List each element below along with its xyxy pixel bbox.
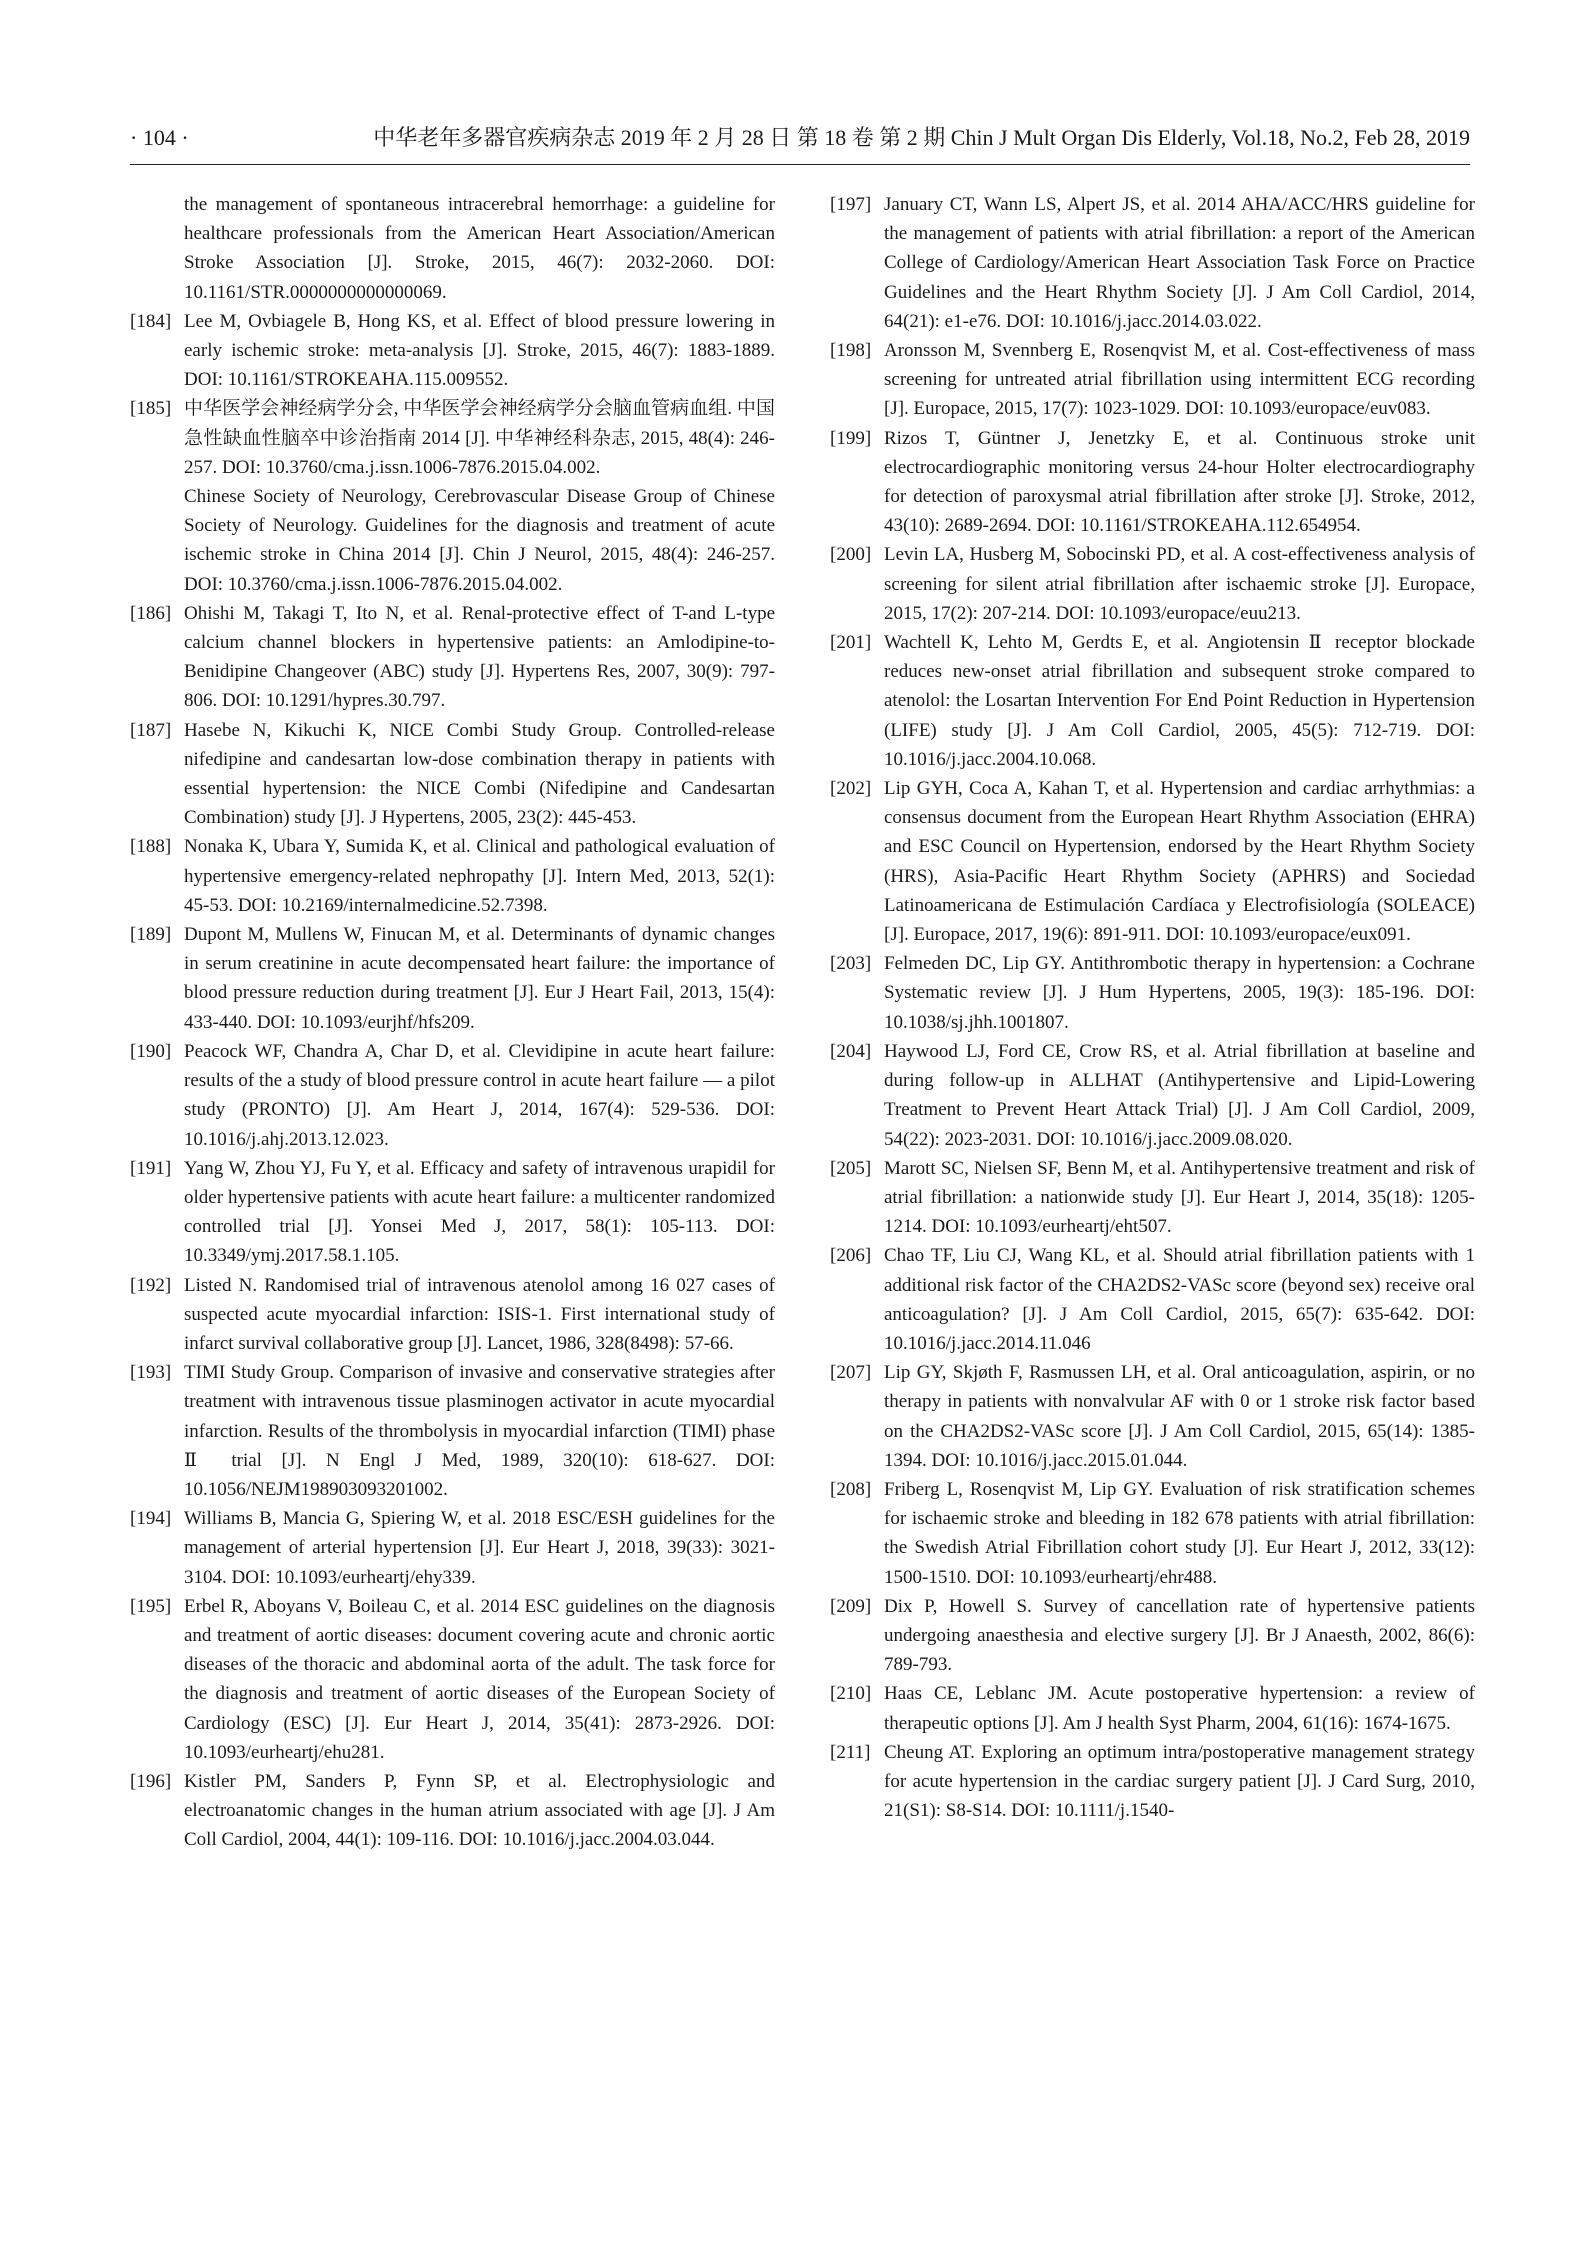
reference-number: [208] — [830, 1478, 872, 1500]
reference-item — [130, 307, 775, 395]
reference-text: Levin LA, Husberg M, Sobocinski PD, et al. A cost-effectiveness analysis of screening for silent atrial fibrillation after ischaemic stroke [J]. Europace, 2015, 17(2): 207-214. DOI: 10.1093/europace/euu213. — [884, 544, 1475, 624]
reference-text: the management of spontaneous intracerebral hemorrhage: a guideline for healthcare professionals from the American Heart Association/American Stroke Association [J]. Stroke, 2015, 46(7): 2032-2060. DOI: 10.1161/STR.0000000000000069. — [184, 194, 775, 303]
reference-number: [206] — [830, 1245, 872, 1267]
reference-text: 中华医学会神经病学分会, 中华医学会神经病学分会脑血管病血组. 中国急性缺血性脑卒中诊治指南 2014 [J]. 中华神经科杂志, 2015, 48(4): 246-257. DOI: 10.3760/cma.j.issn.1006-7876.2015.04.002. — [184, 398, 775, 478]
reference-number: [196] — [130, 1770, 172, 1792]
reference-text: Hasebe N, Kikuchi K, NICE Combi Study Group. Controlled-release nifedipine and candesartan low-dose combination therapy in patients with essential hypertension: the NICE Combi (Nifedipine and Candesartan Combination) study [J]. J Hypertens, 2005, 23(2): 445-453. — [184, 719, 775, 829]
reference-item — [130, 394, 775, 482]
reference-item — [130, 599, 775, 716]
reference-item — [130, 1037, 775, 1154]
reference-number: [190] — [130, 1040, 172, 1062]
reference-text: January CT, Wann LS, Alpert JS, et al. 2014 AHA/ACC/HRS guideline for the management of patients with atrial fibrillation: a report of the American College of Cardiology/American Heart Association Task Force on Practice Guidelines and the Heart Rhythm Society [J]. J Am Coll Cardiol, 2014, 64(21): e1-e76. DOI: 10.1016/j.jacc.2014.03.022. — [884, 194, 1475, 332]
reference-text: Friberg L, Rosenqvist M, Lip GY. Evaluation of risk stratification schemes for ischaemic stroke and bleeding in 182 678 patients with atrial fibrillation: the Swedish Atrial Fibrillation cohort study [J]. Eur Heart J, 2012, 33(12): 1500-1510. DOI: 10.1093/eurheartj/ehr488. — [884, 1478, 1475, 1588]
reference-text: Wachtell K, Lehto M, Gerdts E, et al. Angiotensin Ⅱ receptor blockade reduces new-onset atrial fibrillation and subsequent stroke compared to atenolol: the Losartan Intervention For End Point Reduction in Hypertension (LIFE) study [J]. J Am Coll Cardiol, 2005, 45(5): 712-719. DOI: 10.1016/j.jacc.2004.10.068. — [884, 632, 1475, 770]
reference-number: [193] — [130, 1362, 172, 1384]
reference-text: Kistler PM, Sanders P, Fynn SP, et al. Electrophysiologic and electroanatomic changes in the human atrium associated with age [J]. J Am Coll Cardiol, 2004, 44(1): 109-116. DOI: 10.1016/j.jacc.2004.03.044. — [184, 1770, 775, 1851]
reference-text: Yang W, Zhou YJ, Fu Y, et al. Efficacy and safety of intravenous urapidil for older hypertensive patients with acute heart failure: a multicenter randomized controlled trial [J]. Yonsei Med J, 2017, 58(1): 105-113. DOI: 10.3349/ymj.2017.58.1.105. — [184, 1157, 775, 1267]
reference-text: TIMI Study Group. Comparison of invasive and conservative strategies after treatment with intravenous tissue plasminogen activator in acute myocardial infarction. Results of the thrombolysis in myocardial infarction (TIMI) phase Ⅱ trial [J]. N Engl J Med, 1989, 320(10): 618-627. DOI: 10.1056/NEJM198903093201002. — [184, 1362, 775, 1500]
reference-text: Nonaka K, Ubara Y, Sumida K, et al. Clinical and pathological evaluation of hypertensive emergency-related nephropathy [J]. Intern Med, 2013, 52(1): 45-53. DOI: 10.2169/internalmedicine.52.7398. — [184, 836, 775, 916]
reference-text: Dupont M, Mullens W, Finucan M, et al. Determinants of dynamic changes in serum creatinine in acute decompensated heart failure: the importance of blood pressure reduction during treatment [J]. Eur J Heart Fail, 2013, 15(4): 433-440. DOI: 10.1093/eurjhf/hfs209. — [184, 924, 775, 1033]
reference-number: [195] — [130, 1595, 172, 1617]
reference-text: Williams B, Mancia G, Spiering W, et al. 2018 ESC/ESH guidelines for the management of arterial hypertension [J]. Eur Heart J, 2018, 39(33): 3021-3104. DOI: 10.1093/eurheartj/ehy339. — [184, 1508, 775, 1588]
reference-text: Dix P, Howell S. Survey of cancellation rate of hypertensive patients undergoing anaesthesia and elective surgery [J]. Br J Anaesth, 2002, 86(6): 789-793. — [884, 1595, 1475, 1676]
reference-number: [191] — [130, 1157, 172, 1179]
reference-item — [830, 1154, 1475, 1242]
reference-number: [186] — [130, 602, 172, 624]
reference-text: Marott SC, Nielsen SF, Benn M, et al. Antihypertensive treatment and risk of atrial fibrillation: a nationwide study [J]. Eur Heart J, 2014, 35(18): 1205-1214. DOI: 10.1093/eurheartj/eht507. — [884, 1157, 1475, 1238]
reference-number: [198] — [830, 340, 872, 362]
reference-item — [130, 1271, 775, 1359]
reference-item — [830, 1475, 1475, 1592]
reference-item — [830, 774, 1475, 949]
reference-item — [830, 424, 1475, 541]
reference-number: [194] — [130, 1508, 172, 1530]
reference-text: Peacock WF, Chandra A, Char D, et al. Clevidipine in acute heart failure: results of the a study of blood pressure control in acute heart failure — a pilot study (PRONTO) [J]. Am Heart J, 2014, 167(4): 529-536. DOI: 10.1016/j.ahj.2013.12.023. — [184, 1040, 775, 1150]
reference-number: [205] — [830, 1157, 872, 1179]
reference-text: Lip GY, Skjøth F, Rasmussen LH, et al. Oral anticoagulation, aspirin, or no therapy in patients with nonvalvular AF with 0 or 1 stroke risk factor based on the CHA2DS2-VASc score [J]. J Am Coll Cardiol, 2015, 65(14): 1385-1394. DOI: 10.1016/j.jacc.2015.01.044. — [884, 1362, 1475, 1471]
page-number: · 104 · — [130, 125, 189, 150]
reference-item — [130, 1592, 775, 1767]
reference-item — [130, 716, 775, 833]
reference-item — [130, 832, 775, 920]
reference-number: [188] — [130, 836, 172, 858]
reference-text: Ohishi M, Takagi T, Ito N, et al. Renal-protective effect of T-and L-type calcium channel blockers in hypertensive patients: an Amlodipine-to-Benidipine Changeover (ABC) study [J]. Hypertens Res, 2007, 30(9): 797-806. DOI: 10.1291/hypres.30.797. — [184, 602, 775, 712]
journal-header: 中华老年多器官疾病杂志 2019 年 2 月 28 日 第 18 卷 第 2 期 Chin J Mult Organ Dis Elderly, Vol.18, No.2, Feb 28, 2019 — [373, 125, 1470, 150]
reference-number: [185] — [130, 398, 172, 420]
reference-number: [210] — [830, 1683, 872, 1705]
reference-item — [830, 540, 1475, 628]
reference-text: Chao TF, Liu CJ, Wang KL, et al. Should atrial fibrillation patients with 1 additional risk factor of the CHA2DS2-VASc score (beyond sex) receive oral anticoagulation? [J]. J Am Coll Cardiol, 2015, 65(7): 635-642. DOI: 10.1016/j.jacc.2014.11.046 — [884, 1245, 1475, 1354]
reference-item — [830, 1738, 1475, 1826]
reference-text: Aronsson M, Svennberg E, Rosenqvist M, et al. Cost-effectiveness of mass screening for untreated atrial fibrillation using intermittent ECG recording [J]. Europace, 2015, 17(7): 1023-1029. DOI: 10.1093/europace/euv083. — [884, 340, 1475, 420]
reference-text: Lip GYH, Coca A, Kahan T, et al. Hypertension and cardiac arrhythmias: a consensus document from the European Heart Rhythm Association (EHRA) and ESC Council on Hypertension, endorsed by the Heart Rhythm Society (HRS), Asia-Pacific Heart Rhythm Society (APHRS) and Sociedad Latinoamericana de Estimulación Cardíaca y Electrofisiología (SOLEACE) [J]. Europace, 2017, 19(6): 891-911. DOI: 10.1093/europace/eux091. — [884, 778, 1475, 946]
reference-item — [130, 1154, 775, 1271]
reference-number: [184] — [130, 310, 172, 332]
reference-item — [130, 1358, 775, 1504]
reference-text: Rizos T, Güntner J, Jenetzky E, et al. Continuous stroke unit electrocardiographic monitoring versus 24-hour Holter electrocardiography for detection of paroxysmal atrial fibrillation after stroke [J]. Stroke, 2012, 43(10): 2689-2694. DOI: 10.1161/STROKEAHA.112.654954. — [884, 427, 1475, 537]
reference-number: [201] — [830, 632, 872, 654]
reference-item — [830, 1592, 1475, 1680]
left-column — [130, 190, 775, 1855]
reference-number: [209] — [830, 1595, 872, 1617]
reference-number: [203] — [830, 953, 872, 975]
reference-item — [130, 482, 775, 599]
reference-number: [200] — [830, 544, 872, 566]
reference-item — [830, 190, 1475, 336]
reference-item — [830, 1679, 1475, 1737]
reference-number: [207] — [830, 1362, 872, 1384]
reference-text: Felmeden DC, Lip GY. Antithrombotic therapy in hypertension: a Cochrane Systematic review [J]. J Hum Hypertens, 2005, 19(3): 185-196. DOI: 10.1038/sj.jhh.1001807. — [884, 953, 1475, 1033]
reference-item — [130, 1504, 775, 1592]
reference-item — [830, 336, 1475, 424]
reference-item — [130, 190, 775, 307]
reference-text: Cheung AT. Exploring an optimum intra/postoperative management strategy for acute hypertension in the cardiac surgery patient [J]. J Card Surg, 2010, 21(S1): S8-S14. DOI: 10.1111/j.1540- — [884, 1741, 1475, 1822]
reference-item — [130, 920, 775, 1037]
reference-number: [211] — [830, 1741, 871, 1763]
reference-number: [189] — [130, 924, 172, 946]
reference-number: [192] — [130, 1274, 172, 1296]
reference-item — [830, 1358, 1475, 1475]
reference-text: Chinese Society of Neurology, Cerebrovascular Disease Group of Chinese Society of Neurology. Guidelines for the diagnosis and treatment of acute ischemic stroke in China 2014 [J]. Chin J Neurol, 2015, 48(4): 246-257. DOI: 10.3760/cma.j.issn.1006-7876.2015.04.002. — [184, 486, 775, 595]
reference-text: Lee M, Ovbiagele B, Hong KS, et al. Effect of blood pressure lowering in early ischemic stroke: meta-analysis [J]. Stroke, 2015, 46(7): 1883-1889. DOI: 10.1161/STROKEAHA.115.009552. — [184, 310, 775, 391]
reference-item — [830, 949, 1475, 1037]
reference-number: [199] — [830, 427, 872, 449]
reference-item — [830, 1037, 1475, 1154]
reference-number: [204] — [830, 1040, 872, 1062]
reference-item — [830, 628, 1475, 774]
reference-number: [202] — [830, 778, 872, 800]
reference-text: Haywood LJ, Ford CE, Crow RS, et al. Atrial fibrillation at baseline and during follow-up in ALLHAT (Antihypertensive and Lipid-Lowering Treatment to Prevent Heart Attack Trial) [J]. J Am Coll Cardiol, 2009, 54(22): 2023-2031. DOI: 10.1016/j.jacc.2009.08.020. — [884, 1040, 1475, 1150]
reference-number: [197] — [830, 194, 872, 215]
header-rule — [130, 164, 1470, 165]
reference-number: [187] — [130, 719, 172, 741]
reference-item — [130, 1767, 775, 1855]
reference-text: Listed N. Randomised trial of intravenous atenolol among 16 027 cases of suspected acute myocardial infarction: ISIS-1. First international study of infarct survival collaborative group [J]. Lancet, 1986, 328(8498): 57-66. — [184, 1274, 775, 1354]
page-header — [130, 118, 1470, 158]
reference-item — [830, 1241, 1475, 1358]
right-column — [830, 190, 1475, 1825]
reference-text: Erbel R, Aboyans V, Boileau C, et al. 2014 ESC guidelines on the diagnosis and treatment of aortic diseases: document covering acute and chronic aortic diseases of the thoracic and abdominal aorta of the adult. The task force for the diagnosis and treatment of aortic diseases of the European Society of Cardiology (ESC) [J]. Eur Heart J, 2014, 35(41): 2873-2926. DOI: 10.1093/eurheartj/ehu281. — [184, 1595, 775, 1763]
reference-text: Haas CE, Leblanc JM. Acute postoperative hypertension: a review of therapeutic options [J]. Am J health Syst Pharm, 2004, 61(16): 1674-1675. — [884, 1683, 1475, 1734]
